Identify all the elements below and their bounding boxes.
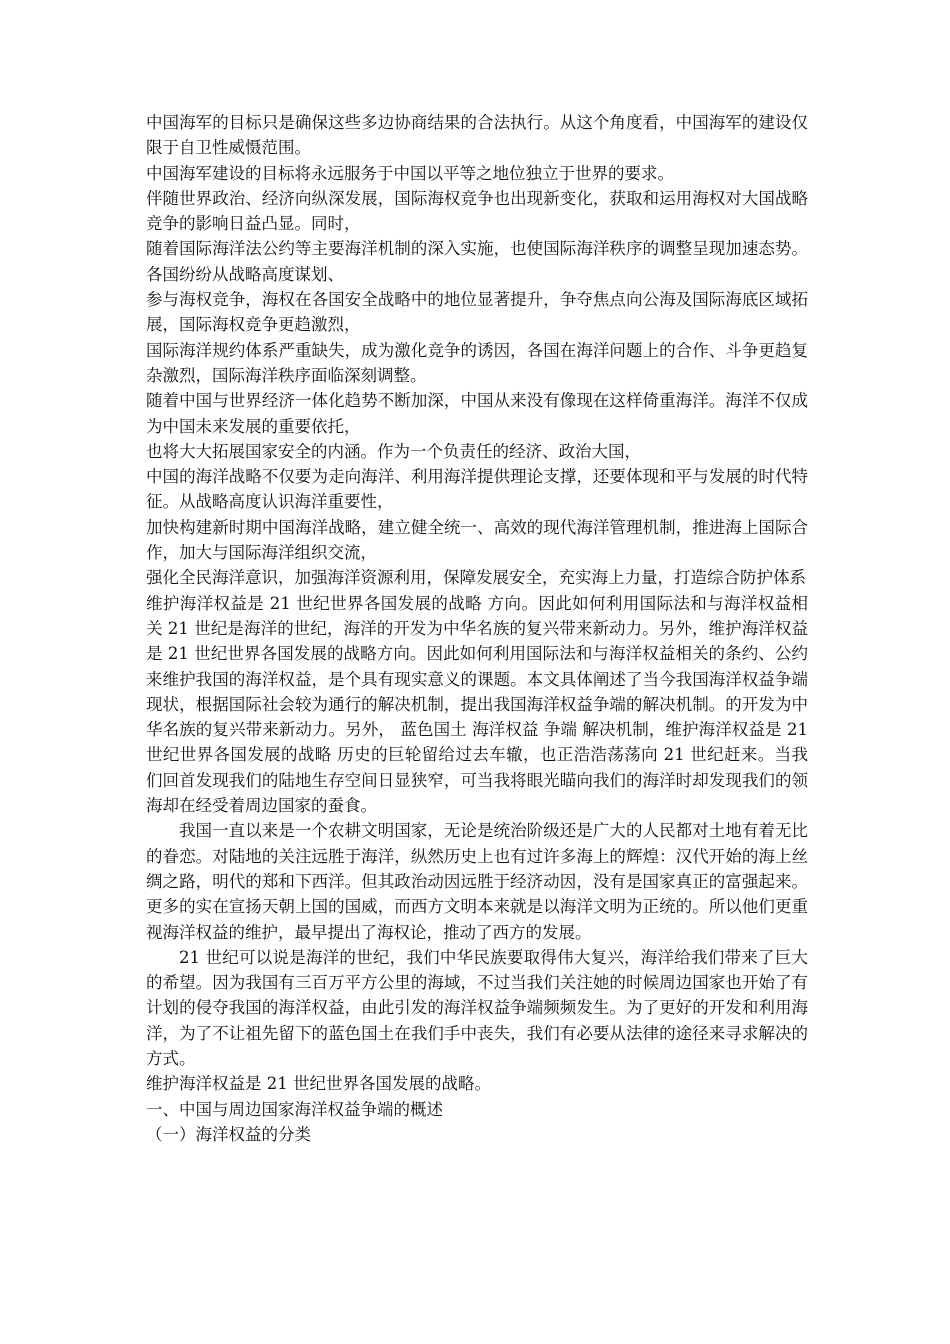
paragraph-national-security: 也将大大拓展国家安全的内涵。作为一个负责任的经济、政治大国， [146,441,641,461]
paragraph-abstract: 维护海洋权益是 21 世纪世界各国发展的战略 方向。因此如何利用国际法和与海洋权益相关 21 世纪是海洋的世纪，海洋的开发为中华名族的复兴带来新动力。另外，维护海洋权益是 21 世纪世界各国发展的战略方向。因此如何利用国际法和与海洋权益相关的条约、公约来维护我国的海洋权益，是个具有现实意义的课题。本文具体阐述了当今我国海洋权益争端现状，根据国际社会较为通行的解决机制，提出我国海洋权益争端的解决机制。的开发为中华名族的复兴带来新动力。另外， 蓝色国土 海洋权益 争端 解决机制，维护海洋权益是 21 世纪世界各国发展的战略 历史的巨轮留给过去车辙，也正浩浩荡荡向 21 世纪赶来。当我们回首发现我们的陆地生存空间日显狭窄，可当我将眼光瞄向我们的海洋时却发现我们的领海却在经受着周边国家的蚕食。 [146,593,808,816]
paragraph-management-mechanism: 加快构建新时期中国海洋战略，建立健全统一、高效的现代海洋管理机制，推进海上国际合作，加大与国际海洋组织交流， [146,517,808,563]
paragraph-maritime-law: 随着国际海洋法公约等主要海洋机制的深入实施，也使国际海洋秩序的调整呈现加速态势。各国纷纷从战略高度谋划、 [146,239,808,284]
paragraph-navy-construction: 中国海军建设的目标将永远服务于中国以平等之地位独立于世界的要求。 [146,163,674,183]
paragraph-sea-power-competition: 伴随世界政治、经济向纵深发展，国际海权竞争也出现新变化，获取和运用海权对大国战略竞争的影响日益凸显。同时， [146,188,808,234]
paragraph-economic-integration: 随着中国与世界经济一体化趋势不断加深，中国从来没有像现在这样倚重海洋。海洋不仅成为中国未来发展的重要依托， [146,391,808,436]
document-body [146,110,808,1147]
paragraph-century-of-oceans: 21 世纪可以说是海洋的世纪，我们中华民族要取得伟大复兴，海洋给我们带来了巨大的希望。因为我国有三百万平方公里的海域，不过当我们关注她的时候周边国家也开始了有计划的侵夺我国的海洋权益，由此引发的海洋权益争端频频发生。为了更好的开发和利用海洋，为了不让祖先留下的蓝色国土在我们手中丧失，我们有必要从法律的途径来寻求解决的方式。 [146,947,808,1068]
paragraph-agricultural-civilization: 我国一直以来是一个农耕文明国家，无论是统治阶级还是广大的人民都对土地有着无比的眷恋。对陆地的关注远胜于海洋，纵然历史上也有过许多海上的辉煌：汉代开始的海上丝绸之路，明代的郑和下西洋。但其政治动因远胜于经济动因，没有是国家真正的富强起来。更多的实在宣扬天朝上国的国威，而西方文明本来就是以海洋文明为正统的。所以他们更重视海洋权益的维护，最早提出了海权论，推动了西方的发展。 [146,821,808,942]
paragraph-maritime-awareness: 强化全民海洋意识，加强海洋资源利用，保障发展安全，充实海上力量，打造综合防护体系 [146,568,806,588]
paragraph-sea-power-rivalry: 参与海权竞争，海权在各国安全战略中的地位显著提升，争夺焦点向公海及国际海底区域拓展，国际海权竞争更趋激烈， [146,290,808,335]
section-heading: 一、中国与周边国家海洋权益争端的概述 [146,1099,443,1119]
paragraph-maritime-strategy: 中国的海洋战略不仅要为走向海洋、利用海洋提供理论支撑，还要体现和平与发展的时代特征。从战略高度认识海洋重要性， [146,467,808,512]
paragraph-navy-goal: 中国海军的目标只是确保这些多边协商结果的合法执行。从这个角度看，中国海军的建设仅限于自卫性威慑范围。 [146,113,808,158]
paragraph-maritime-order: 国际海洋规约体系严重缺失，成为激化竞争的诱因，各国在海洋问题上的合作、斗争更趋复杂激烈，国际海洋秩序面临深刻调整。 [146,340,808,385]
paragraph-maritime-rights-strategy: 维护海洋权益是 21 世纪世界各国发展的战略。 [146,1074,491,1094]
subsection-heading: （一）海洋权益的分类 [146,1124,311,1144]
